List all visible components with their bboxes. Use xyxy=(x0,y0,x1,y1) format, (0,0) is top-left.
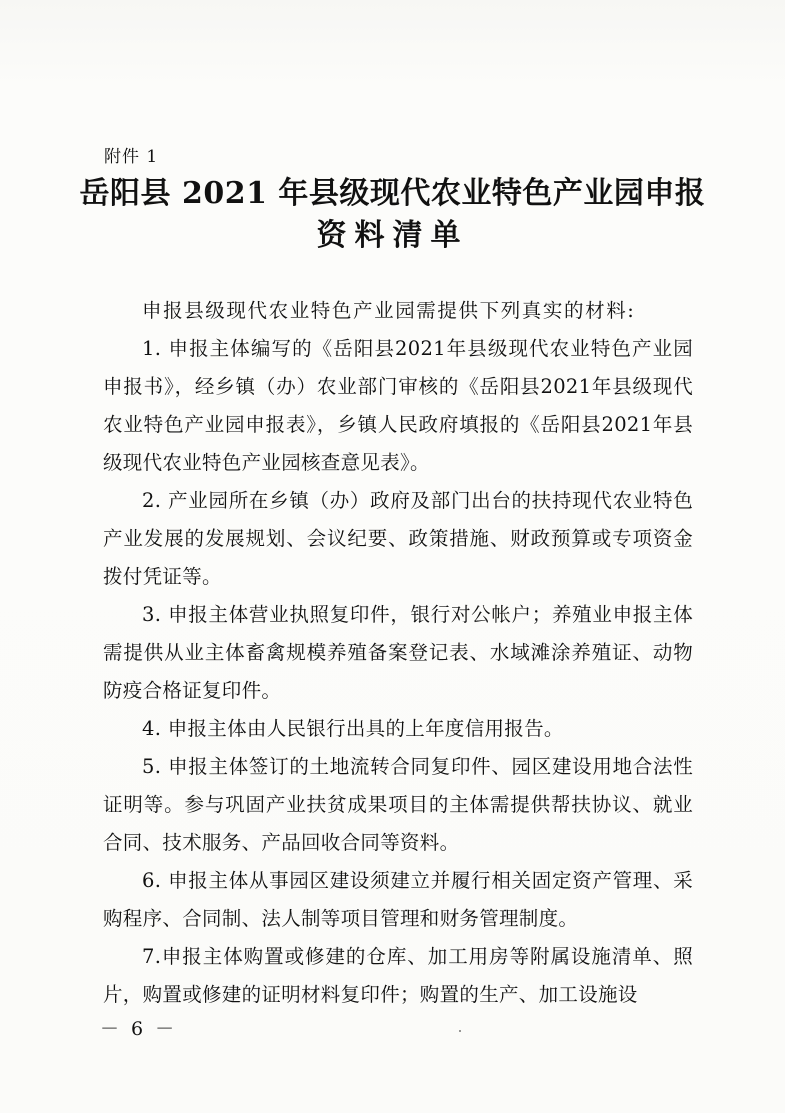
list-item-5: 5. 申报主体签订的土地流转合同复印件、园区建设用地合法性证明等。参与巩固产业扶贫成果项目的主体需提供帮扶协议、就业合同、技术服务、产品回收合同等资料。 xyxy=(103,755,693,854)
list-item-4: 4. 申报主体由人民银行出具的上年度信用报告。 xyxy=(142,717,564,740)
list-item-6: 6. 申报主体从事园区建设须建立并履行相关固定资产管理、采购程序、合同制、法人制等项目管理和财务管理制度。 xyxy=(103,869,693,930)
document-title-line-2: 资料清单 xyxy=(316,218,469,253)
list-item-7: 7.申报主体购置或修建的仓库、加工用房等附属设施清单、照片，购置或修建的证明材料复印件；购置的生产、加工设施设 xyxy=(103,945,693,1006)
scan-speck xyxy=(459,1030,461,1032)
intro-paragraph: 申报县级现代农业特色产业园需提供下列真实的材料: xyxy=(142,299,636,322)
document-title-line-1: 岳阳县 2021 年县级现代农业特色产业园申报 xyxy=(79,176,706,211)
page-number: － 6 － xyxy=(100,1018,178,1040)
list-item-2: 2. 产业园所在乡镇（办）政府及部门出台的扶持现代农业特色产业发展的发展规划、会议纪要、政策措施、财政预算或专项资金拨付凭证等。 xyxy=(103,489,693,588)
list-item-3: 3. 申报主体营业执照复印件，银行对公帐户；养殖业申报主体需提供从业主体畜禽规模养殖备案登记表、水域滩涂养殖证、动物防疫合格证复印件。 xyxy=(103,603,693,702)
attachment-label: 附件 1 xyxy=(104,147,159,167)
list-item-1: 1. 申报主体编写的《岳阳县2021年县级现代农业特色产业园申报书》，经乡镇（办）农业部门审核的《岳阳县2021年县级现代农业特色产业园申报表》，乡镇人民政府填报的《岳阳县2021年县级现代农业特色产业园核查意见表》。 xyxy=(103,337,693,474)
document-body xyxy=(103,292,693,1014)
